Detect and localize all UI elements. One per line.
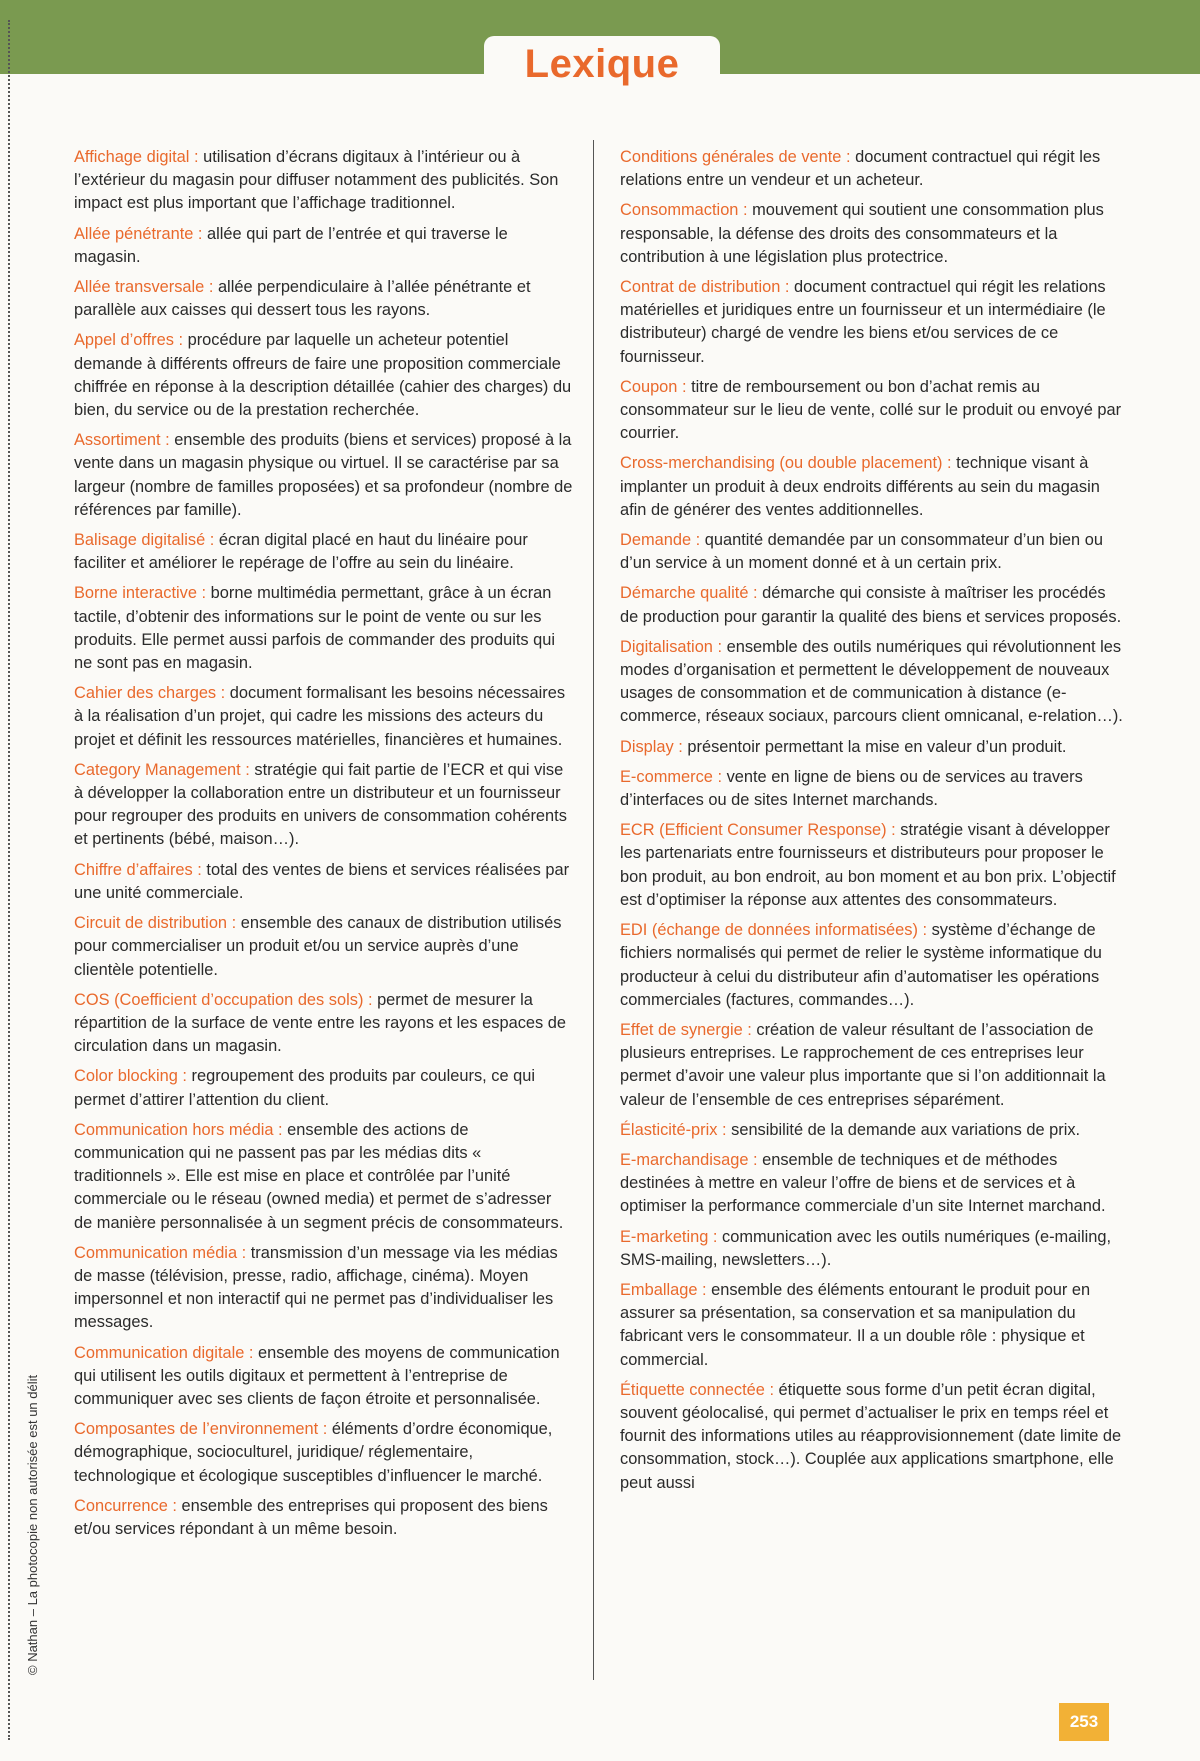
glossary-term: Communication digitale : <box>74 1343 254 1362</box>
glossary-definition: borne multimédia permettant, grâce à un écran tactile, d’obtenir des informations sur le point de vente ou sur les produits. Elle permet aussi parfois de commander des produits qui ne sont pas en magasin. <box>74 584 556 673</box>
glossary-definition: document contractuel qui régit les relations matérielles et juridiques entre un fournisseur et un intermédiaire (le distributeur) chargé de vendre les biens et/ou services de ce fournisseur. <box>620 278 1106 366</box>
glossary-definition: ensemble des éléments entourant le produit pour en assurer sa présentation, sa conservation et sa manipulation du fabricant vers le consommateur. Il a un double rôle : physique et commercial. <box>620 1280 1091 1369</box>
glossary-term: E-commerce : <box>620 767 723 786</box>
glossary-term: Étiquette connectée : <box>620 1380 774 1399</box>
glossary-definition: ensemble des moyens de communication qui utilisent les outils digitaux et permettent à l’entreprise de communiquer avec ses clients de façon étroite et personnalisée. <box>74 1343 560 1408</box>
page-title: Lexique <box>524 42 680 86</box>
glossary-entry <box>74 1065 574 1111</box>
glossary-definition: stratégie qui fait partie de l’ECR et qui vise à développer la collaboration entre un distributeur et un fournisseur pour regrouper des produits en univers de consommation cohérents et pertinents (bébé, maison…). <box>74 760 567 849</box>
glossary-definition: allée qui part de l’entrée et qui traverse le magasin. <box>74 224 508 266</box>
glossary-entry <box>74 582 574 675</box>
glossary-entry <box>74 429 574 522</box>
glossary-definition: ensemble des entreprises qui proposent des biens et/ou services répondant à un même besoin. <box>74 1496 548 1538</box>
glossary-entry <box>620 146 1125 192</box>
glossary-definition: vente en ligne de biens ou de services au travers d’interfaces ou de sites Internet marchands. <box>620 767 1083 810</box>
glossary-definition: permet de mesurer la répartition de la surface de vente entre les rayons et les espaces de circulation dans un magasin. <box>74 990 567 1056</box>
glossary-entry <box>74 912 574 982</box>
glossary-entry <box>620 1379 1125 1495</box>
glossary-entry <box>74 1342 574 1412</box>
glossary-entry <box>620 819 1125 912</box>
glossary-entry <box>74 329 574 422</box>
glossary-entry <box>620 276 1125 369</box>
glossary-definition: ensemble des canaux de distribution utilisés pour commercialiser un produit et/ou un service auprès d’une clientèle potentielle. <box>74 914 562 979</box>
glossary-definition: création de valeur résultant de l’association de plusieurs entreprises. Le rapprochement de ces entreprises leur permet d’avoir une valeur plus importante que si l’on additionnait la valeur de l’ensemble de ces entreprises séparément. <box>620 1020 1106 1109</box>
glossary-term: Emballage : <box>620 1280 707 1299</box>
glossary-definition: technique visant à implanter un produit à deux endroits différents au sein du magasin afin de générer des ventes additionnelles. <box>620 454 1100 519</box>
glossary-term: Communication média : <box>74 1243 247 1262</box>
glossary-definition: total des ventes de biens et services réalisées par une unité commerciale. <box>74 860 570 902</box>
glossary-definition: document contractuel qui régit les relations entre un vendeur et un acheteur. <box>620 148 1101 190</box>
glossary-entry <box>74 859 574 905</box>
glossary-term: E-marketing : <box>620 1227 718 1246</box>
glossary-term: Coupon : <box>620 377 687 396</box>
glossary-definition: éléments d’ordre économique, démographique, socioculturel, juridique/ réglementaire, technologique et écologique susceptibles d’influencer le marché. <box>74 1420 553 1485</box>
glossary-definition: mouvement qui soutient une consommation plus responsable, la défense des droits des consommateurs et la contribution à une législation plus protectrice. <box>620 201 1104 266</box>
glossary-definition: allée perpendiculaire à l’allée pénétrante et parallèle aux caisses qui dessert tous les rayons. <box>74 278 531 320</box>
glossary-entry <box>74 1242 574 1335</box>
glossary-term: Conditions générales de vente : <box>620 148 851 166</box>
glossary-term: Borne interactive : <box>74 584 207 603</box>
glossary-term: Category Management : <box>74 760 250 779</box>
glossary-term: Démarche qualité : <box>620 584 758 603</box>
glossary-definition: procédure par laquelle un acheteur potentiel demande à différents offreurs de faire une proposition commerciale chiffrée en réponse à la description détaillée (cahier des charges) du bien, du service ou de la prestation recherchée. <box>74 331 572 420</box>
page-number: 253 <box>1059 1703 1109 1741</box>
glossary-entry <box>74 682 574 752</box>
glossary-entry <box>620 452 1125 522</box>
glossary-entry <box>620 1149 1125 1219</box>
glossary-entry <box>620 529 1125 575</box>
glossary-definition: transmission d’un message via les médias de masse (télévision, presse, radio, affichage, cinéma). Moyen impersonnel et non interactif qui ne permet pas d’individualiser les messages. <box>74 1243 558 1332</box>
glossary-term: Élasticité-prix : <box>620 1120 727 1139</box>
glossary-definition: titre de remboursement ou bon d’achat remis au consommateur sur le lieu de vente, collé sur le produit ou envoyé par courrier. <box>620 377 1122 443</box>
glossary-entry <box>620 199 1125 269</box>
glossary-term: Effet de synergie : <box>620 1020 752 1039</box>
glossary-entry <box>74 759 574 852</box>
glossary-term: Consommaction : <box>620 201 748 220</box>
left-column <box>74 146 574 1548</box>
glossary-entry <box>620 736 1125 759</box>
glossary-term: Concurrence : <box>74 1496 177 1515</box>
glossary-definition: utilisation d’écrans digitaux à l’intérieur ou à l’extérieur du magasin pour diffuser notamment des publicités. Son impact est plus important que l’affichage traditionnel. <box>74 148 559 213</box>
glossary-definition: ensemble des produits (biens et services) proposé à la vente dans un magasin physique ou virtuel. Il se caractérise par sa largeur (nombre de familles proposées) et sa profondeur (nombre de références par famille). <box>74 431 573 519</box>
margin-dotted-line <box>8 20 10 1740</box>
glossary-term: Cahier des charges : <box>74 684 226 703</box>
glossary-term: EDI (échange de données informatisées) : <box>620 921 928 940</box>
glossary-entry <box>74 1418 574 1488</box>
glossary-definition: système d’échange de fichiers normalisés qui permet de relier le système informatique du producteur à celui du distributeur afin d’automatiser les opérations commerciales (factures, commandes…). <box>620 921 1102 1009</box>
glossary-definition: ensemble des outils numériques qui révolutionnent les modes d’organisation et permettent le développement de nouveaux usages de consommation et de communication à distance (e-commerce, réseaux sociaux, parcours client omnicanal, e-relation…). <box>620 637 1123 726</box>
glossary-entry <box>620 376 1125 446</box>
glossary-entry <box>620 1119 1125 1142</box>
glossary-definition: quantité demandée par un consommateur d’un bien ou d’un service à un moment donné et à un certain prix. <box>620 531 1103 573</box>
glossary-term: Assortiment : <box>74 431 170 450</box>
glossary-entry <box>620 1019 1125 1112</box>
right-column <box>620 146 1125 1502</box>
glossary-term: Composantes de l’environnement : <box>74 1420 328 1439</box>
copyright-note: © Nathan – La photocopie non autorisée est un délit <box>25 1374 40 1675</box>
glossary-entry <box>74 1495 574 1541</box>
glossary-entry <box>74 276 574 322</box>
glossary-entry <box>620 1279 1125 1372</box>
glossary-entry <box>620 919 1125 1012</box>
glossary-term: Color blocking : <box>74 1067 187 1086</box>
glossary-entry <box>74 529 574 575</box>
glossary-term: Allée pénétrante : <box>74 224 203 243</box>
glossary-term: COS (Coefficient d’occupation des sols) : <box>74 990 373 1009</box>
glossary-term: Demande : <box>620 531 701 550</box>
glossary-term: Digitalisation : <box>620 637 723 656</box>
glossary-entry <box>620 1226 1125 1272</box>
glossary-term: Communication hors média : <box>74 1120 283 1139</box>
glossary-entry <box>74 989 574 1059</box>
glossary-entry <box>620 582 1125 628</box>
glossary-entry <box>74 1119 574 1235</box>
glossary-term: Contrat de distribution : <box>620 278 790 297</box>
glossary-definition: communication avec les outils numériques (e-mailing, SMS-mailing, newsletters…). <box>620 1227 1112 1269</box>
glossary-entry <box>74 223 574 269</box>
glossary-definition: document formalisant les besoins nécessaires à la réalisation d’un projet, qui cadre les missions des acteurs du projet et définit les ressources matérielles, financières et humaines. <box>74 684 566 749</box>
column-divider <box>593 140 594 1680</box>
glossary-definition: démarche qui consiste à maîtriser les procédés de production pour garantir la qualité des biens et services proposés. <box>620 584 1122 626</box>
glossary-term: Allée transversale : <box>74 278 214 297</box>
glossary-definition: sensibilité de la demande aux variations de prix. <box>726 1120 1081 1139</box>
glossary-term: Display : <box>620 737 683 756</box>
glossary-definition: ensemble de techniques et de méthodes destinées à mettre en valeur l’offre de biens et de services et à optimiser la performance commerciale d’un site Internet marchand. <box>620 1150 1106 1216</box>
glossary-definition: ensemble des actions de communication qui ne passent pas par les médias dits « traditionnels ». Elle est mise en place et contrôlée par l’unité commerciale ou le réseau (owned media) et permet de s’adresser de manière personnalisée à un segment précis de consommateurs. <box>74 1120 564 1232</box>
glossary-definition: écran digital placé en haut du linéaire pour faciliter et améliorer le repérage de l’offre au sein du linéaire. <box>74 531 528 573</box>
glossary-term: Circuit de distribution : <box>74 914 237 933</box>
glossary-entry <box>620 636 1125 729</box>
glossary-term: Cross-merchandising (ou double placement) : <box>620 454 952 473</box>
glossary-term: ECR (Efficient Consumer Response) : <box>620 821 896 840</box>
glossary-definition: regroupement des produits par couleurs, ce qui permet d’attirer l’attention du client. <box>74 1067 536 1109</box>
glossary-entry <box>620 766 1125 812</box>
glossary-term: Appel d’offres : <box>74 331 184 350</box>
glossary-term: E-marchandisage : <box>620 1150 758 1169</box>
glossary-term: Chiffre d’affaires : <box>74 860 202 879</box>
glossary-definition: présentoir permettant la mise en valeur d’un produit. <box>682 737 1067 756</box>
glossary-entry <box>74 146 574 216</box>
glossary-term: Affichage digital : <box>74 148 199 166</box>
glossary-definition: stratégie visant à développer les partenariats entre fournisseurs et distributeurs pour proposer le bon produit, au bon endroit, au bon moment et au bon prix. L’objectif est d’optimiser la réponse aux attentes des consommateurs. <box>620 821 1116 909</box>
glossary-term: Balisage digitalisé : <box>74 531 215 550</box>
glossary-definition: étiquette sous forme d’un petit écran digital, souvent géolocalisé, qui permet d’actualiser le prix en temps réel et fournit des informations utiles au réapprovisionnement (date limite de consommation, stock…). Couplée aux applications smartphone, elle peut aussi <box>620 1380 1122 1492</box>
